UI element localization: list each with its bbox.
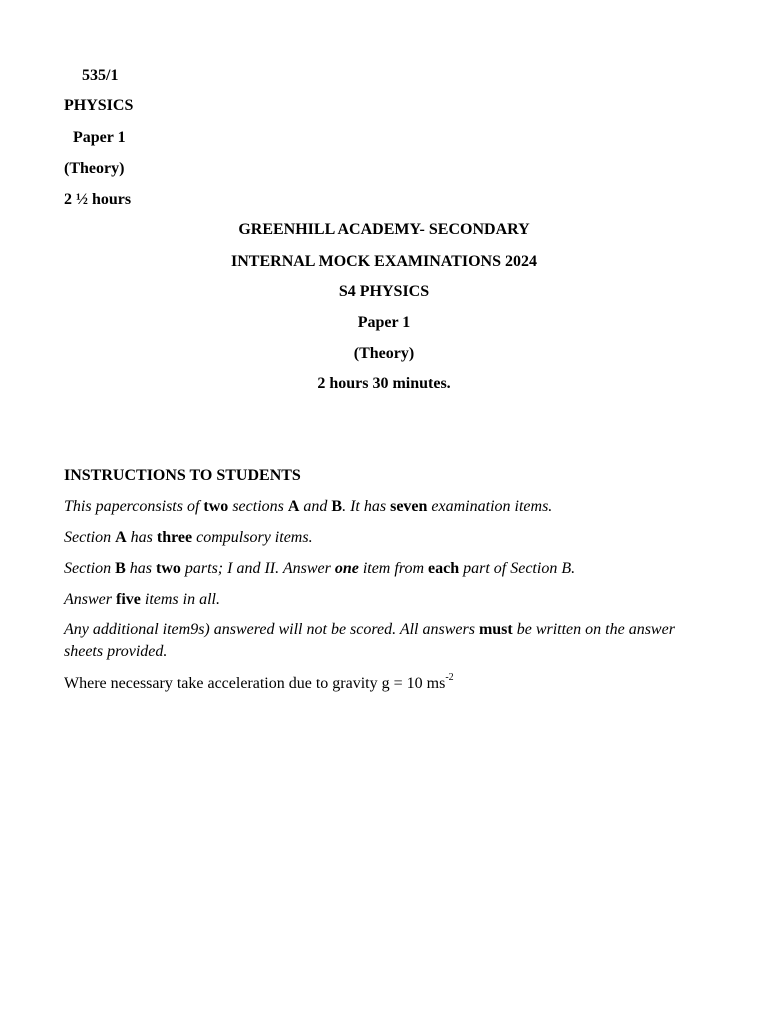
paper-code: 535/1	[82, 67, 119, 84]
instruction-emphasis: A	[287, 498, 300, 515]
instruction-text: Section	[64, 529, 116, 546]
instruction-line-6	[64, 673, 714, 695]
instruction-text: has	[125, 560, 156, 577]
instruction-text: compulsory items.	[192, 529, 313, 546]
instruction-emphasis: three	[156, 529, 193, 546]
instruction-emphasis: five	[116, 591, 141, 608]
instruction-text: Answer	[64, 591, 116, 608]
paper-duration: 2 ½ hours	[64, 191, 132, 208]
gravity-note: Where necessary take acceleration due to gravity g = 10 ms	[64, 675, 446, 692]
instruction-emphasis: two	[156, 560, 181, 577]
instruction-text: parts; I and II. Answer	[180, 560, 335, 577]
instructions-heading: INSTRUCTIONS TO STUDENTS	[64, 467, 301, 484]
instruction-emphasis: each	[428, 560, 460, 577]
school-name: GREENHILL ACADEMY- SECONDARY	[238, 221, 530, 238]
instruction-line-4	[64, 589, 714, 611]
instruction-emphasis: one	[334, 560, 359, 577]
instruction-line-1	[64, 496, 714, 518]
instruction-text: This paperconsists of	[64, 498, 204, 515]
instruction-emphasis: seven	[390, 498, 428, 515]
paper-number: Paper 1	[73, 129, 126, 146]
instruction-text: examination items.	[427, 498, 553, 515]
instruction-line-3	[64, 558, 714, 580]
title-paper-number: Paper 1	[357, 314, 411, 331]
title-duration: 2 hours 30 minutes.	[317, 375, 451, 392]
paper-type: (Theory)	[64, 160, 125, 177]
instruction-emphasis: B	[115, 560, 126, 577]
instruction-emphasis: two	[203, 498, 229, 515]
instruction-line-5	[64, 619, 714, 663]
instruction-text: be written on the answer sheets provided.	[64, 621, 675, 660]
instruction-line-2	[64, 527, 714, 549]
instruction-text: Section	[64, 560, 116, 577]
instruction-emphasis: B	[331, 498, 343, 515]
instruction-emphasis: must	[478, 621, 513, 638]
gravity-unit-exponent: -2	[445, 672, 454, 683]
instruction-text: and	[299, 498, 332, 515]
instruction-text: has	[126, 529, 157, 546]
exam-name: INTERNAL MOCK EXAMINATIONS 2024	[231, 253, 537, 270]
instruction-text: part of Section B.	[459, 560, 576, 577]
title-paper-type: (Theory)	[353, 345, 415, 362]
instruction-emphasis: A	[115, 529, 127, 546]
instruction-text: . It has	[342, 498, 391, 515]
instruction-text: Any additional item9s) answered will not be scored. All answers	[64, 621, 479, 638]
subject-label: PHYSICS	[64, 97, 134, 114]
instruction-text: item from	[358, 560, 428, 577]
instruction-text: sections	[228, 498, 288, 515]
class-subject: S4 PHYSICS	[338, 283, 430, 300]
instruction-text: items in all.	[140, 591, 220, 608]
